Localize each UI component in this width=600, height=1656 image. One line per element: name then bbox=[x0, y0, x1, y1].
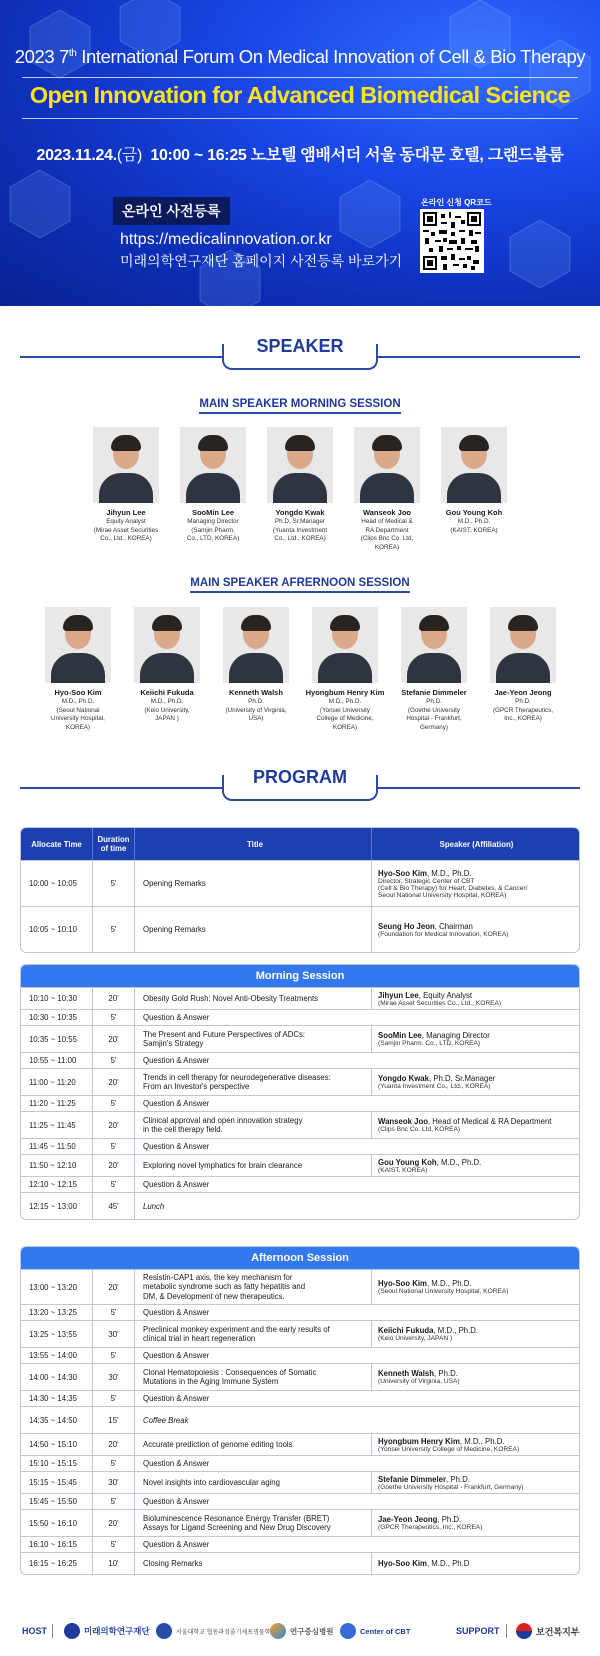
host-logo-snu: 서울대학교 협동과정줄기세포생물학 bbox=[156, 1620, 270, 1642]
divider bbox=[22, 77, 578, 78]
afternoon-speakers-heading: MAIN SPEAKER AFRERNOON SESSION bbox=[0, 573, 600, 593]
table-row: 10:05 ~ 10:10 5' Opening Remarks Seung Ho Jeon, Chairman (Foundation for Medical Innovation, KOREA) bbox=[21, 906, 579, 952]
speaker-photo bbox=[223, 607, 289, 683]
table-row: 15:50 ~ 16:10 20' Bioluminescence Resonance Energy Transfer (BRET) Assays for Ligand Screening and New Drug Discovery Jae-Yeon Jeong, Ph.D. (GPCR Therapeutics, Inc., KOREA) bbox=[21, 1509, 579, 1536]
speaker-card bbox=[30, 607, 126, 731]
speaker-card bbox=[78, 427, 174, 543]
speaker-affiliation: Equity Analyst bbox=[106, 518, 146, 525]
header-title: Title bbox=[134, 828, 371, 860]
speaker-photo bbox=[354, 427, 420, 503]
table-row: 15:45 ~ 15:50 5' Question & Answer bbox=[21, 1493, 579, 1509]
speaker-affiliation: (Yuanta Investment bbox=[272, 526, 328, 534]
divider bbox=[22, 118, 578, 119]
table-row: 14:50 ~ 15:10 20' Accurate prediction of genome editing tools Hyongbum Henry Kim, M.D., Ph.D. (Yonsei University College of Medicine, KOREA) bbox=[21, 1433, 579, 1455]
program-table-opening bbox=[20, 827, 580, 953]
table-row: 14:35 ~ 14:50 15' Coffee Break bbox=[21, 1406, 579, 1433]
speaker-affiliation: (GPCR Therapeutics, bbox=[492, 706, 554, 714]
speaker-affiliation: (KAIST, KOREA) bbox=[450, 526, 498, 534]
table-header bbox=[21, 828, 579, 860]
speaker-affiliation: USA) bbox=[248, 715, 264, 722]
speaker-affiliation: Ph.D. bbox=[248, 698, 264, 705]
speaker-affiliation: Co., Ltd., KOREA) bbox=[100, 535, 152, 542]
speaker-card bbox=[475, 607, 571, 723]
speaker-photo bbox=[441, 427, 507, 503]
speaker-photo bbox=[93, 427, 159, 503]
speaker-name: Jae-Yeon Jeong bbox=[494, 688, 552, 697]
host-label: HOST bbox=[22, 1626, 48, 1636]
table-row: 11:25 ~ 11:45 20' Clinical approval and open innovation strategy in the cell therapy field. Wanseok Joo, Head of Medical & RA Department (Clips Bnc Co. Ltd, KOREA) bbox=[21, 1111, 579, 1138]
table-row: 16:10 ~ 16:15 5' Question & Answer bbox=[21, 1536, 579, 1552]
table-row: 14:00 ~ 14:30 30' Clonal Hematopoiesis : Consequences of Somatic Mutations in the Aging Immune System Kenneth Walsh, Ph.D. (University of Virginia, USA) bbox=[21, 1363, 579, 1390]
host-logo-research-hospital: 연구중심병원 bbox=[270, 1620, 333, 1642]
speaker-card bbox=[119, 607, 215, 723]
speaker-affiliation: (Mirae Asset Securities bbox=[93, 526, 159, 534]
support-logo-ministry: 보건복지부 bbox=[516, 1620, 579, 1642]
speaker-card bbox=[165, 427, 261, 543]
speaker-affiliation: KOREA) bbox=[332, 723, 358, 731]
speaker-affiliation: RA Department bbox=[365, 526, 409, 534]
registration-link-text[interactable]: 미래의학연구재단 홈페이지 사전등록 바로가기 bbox=[120, 253, 403, 269]
speaker-photo bbox=[134, 607, 200, 683]
speaker-card bbox=[208, 607, 304, 723]
table-row: 10:00 ~ 10:05 5' Opening Remarks Hyo-Soo Kim, M.D., Ph.D. Director, Strategic Center of CBT (Cell & Bio Therapy) for Heart, Diabetes, & Cancer/ Seoul National University Hospital, KOREA) bbox=[21, 860, 579, 906]
speaker-card bbox=[426, 427, 522, 534]
host-logo-center-cbt: Center of CBT bbox=[340, 1620, 410, 1642]
table-row: 11:45 ~ 11:50 5' Question & Answer bbox=[21, 1138, 579, 1154]
speaker-affiliation: Managing Director bbox=[187, 518, 239, 525]
speaker-name: Gou Young Koh bbox=[445, 508, 503, 517]
afternoon-session-label: Afternoon Session bbox=[21, 1247, 579, 1269]
program-table-afternoon bbox=[20, 1246, 580, 1575]
forum-headline: Open Innovation for Advanced Biomedical Science bbox=[29, 82, 571, 108]
support-label: SUPPORT bbox=[456, 1626, 500, 1636]
program-table-morning bbox=[20, 964, 580, 1220]
speaker-affiliation: Ph.D. bbox=[515, 698, 531, 705]
speaker-name: Yongdo Kwak bbox=[275, 508, 325, 517]
speaker-photo bbox=[490, 607, 556, 683]
speaker-affiliation: (Samjin Pharm. bbox=[191, 526, 235, 534]
speaker-photo bbox=[401, 607, 467, 683]
table-row: 11:20 ~ 11:25 5' Question & Answer bbox=[21, 1095, 579, 1111]
qr-label: 온라인 신청 QR코드 bbox=[421, 198, 492, 207]
speaker-section-title: SPEAKER bbox=[256, 336, 344, 356]
table-row: 12:15 ~ 13:00 45' Lunch bbox=[21, 1192, 579, 1219]
table-row: 11:50 ~ 12:10 20' Exploring novel lymphatics for brain clearance Gou Young Koh, M.D., Ph.D. (KAIST, KOREA) bbox=[21, 1154, 579, 1176]
speaker-photo bbox=[180, 427, 246, 503]
speaker-affiliation: (Seoul National bbox=[56, 706, 100, 714]
date-venue: 2023.11.24.(금) 10:00 ~ 16:25 노보텔 앰배서더 서울 동대문 호텔, 그랜드볼룸 bbox=[36, 147, 564, 164]
table-row: 10:30 ~ 10:35 5' Question & Answer bbox=[21, 1009, 579, 1025]
speaker-affiliation: M.D., Ph.D. bbox=[61, 698, 95, 705]
speaker-affiliation: (Clips Bnc Co. Ltd, bbox=[360, 535, 414, 542]
speaker-name: Jihyun Lee bbox=[106, 508, 146, 517]
speaker-card bbox=[386, 607, 482, 731]
table-row: 13:55 ~ 14:00 5' Question & Answer bbox=[21, 1347, 579, 1363]
speaker-affiliation: (Goethe University bbox=[407, 706, 461, 714]
table-row: 11:00 ~ 11:20 20' Trends in cell therapy for neurodegenerative diseases: From an Investor's perspective Yongdo Kwak, Ph.D, Sr.Manager (Yuanta Investment Co., Ltd., KOREA) bbox=[21, 1068, 579, 1095]
speaker-affiliation: (Yonsei University bbox=[319, 706, 371, 714]
online-registration-badge: 온라인 사전등록 bbox=[113, 197, 230, 225]
morning-speakers-heading: MAIN SPEAKER MORNING SESSION bbox=[0, 394, 600, 414]
speaker-affiliation: Germany) bbox=[420, 723, 448, 731]
table-row: 12:10 ~ 12:15 5' Question & Answer bbox=[21, 1176, 579, 1192]
speaker-name: SooMin Lee bbox=[191, 508, 235, 517]
speaker-affiliation: M.D., Ph.D. bbox=[150, 698, 184, 705]
speaker-name: Keiichi Fukuda bbox=[140, 688, 194, 697]
speaker-affiliation: Co., Ltd., KOREA) bbox=[274, 535, 326, 542]
table-row: 10:10 ~ 10:30 20' Obesity Gold Rush: Novel Anti-Obesity Treatments Jihyun Lee, Equity Analyst (Mirae Asset Securities Co., Ltd., KOREA) bbox=[21, 987, 579, 1009]
speaker-name: Wanseok Joo bbox=[362, 508, 412, 517]
speaker-name: Kenneth Walsh bbox=[229, 688, 283, 697]
speaker-affiliation: College of Medicine, bbox=[316, 715, 374, 722]
speaker-affiliation: Head of Medical & bbox=[361, 518, 413, 525]
table-row: 10:55 ~ 11:00 5' Question & Answer bbox=[21, 1052, 579, 1068]
speaker-affiliation: Inc., KOREA) bbox=[504, 715, 542, 722]
program-section-title: PROGRAM bbox=[253, 767, 347, 787]
forum-title: 2023 7th International Forum On Medical Innovation of Cell & Bio Therapy bbox=[14, 46, 586, 67]
host-logo-foundation: 미래의학연구재단 bbox=[64, 1620, 150, 1642]
speaker-name: Hyongbum Henry Kim bbox=[305, 688, 385, 697]
table-row: 15:10 ~ 15:15 5' Question & Answer bbox=[21, 1455, 579, 1471]
speaker-card bbox=[297, 607, 393, 731]
speaker-affiliation: Ph.D. bbox=[426, 698, 442, 705]
speaker-name: Hyo-Soo Kim bbox=[54, 688, 102, 697]
table-row: 16:15 ~ 16:25 10' Closing Remarks Hyo-Soo Kim, M.D., Ph.D bbox=[21, 1552, 579, 1574]
program-section-header bbox=[20, 767, 580, 801]
speaker-photo bbox=[267, 427, 333, 503]
speaker-affiliation: University Hospital, bbox=[51, 715, 105, 722]
registration-url-link[interactable]: https://medicalinnovation.or.kr bbox=[120, 231, 332, 248]
speaker-affiliation: KOREA) bbox=[65, 723, 91, 731]
table-row: 14:30 ~ 14:35 5' Question & Answer bbox=[21, 1390, 579, 1406]
header-time: Allocate Time bbox=[31, 839, 82, 849]
speaker-card bbox=[339, 427, 435, 551]
table-row: 13:25 ~ 13:55 30' Preclinical monkey experiment and the early results of clinical trial in heart regeneration Keiichi Fukuda, M.D., Ph.D. (Keio University, JAPAN ) bbox=[21, 1320, 579, 1347]
footer bbox=[0, 1614, 600, 1650]
speaker-affiliation: M.D., Ph.D. bbox=[328, 698, 362, 705]
speaker-affiliation: M.D., Ph.D. bbox=[457, 518, 491, 525]
header-duration: Duration of time bbox=[92, 828, 134, 860]
speaker-affiliation: Co., LTD, KOREA) bbox=[186, 535, 240, 542]
table-row: 13:00 ~ 13:20 20' Resistin-CAP1 axis, the key mechanism for metabolic syndrome such as fatty hepatitis and DM, & Development of new therapeutics. Hyo-Soo Kim, M.D., Ph.D. (Seoul National University Hospital, KOREA) bbox=[21, 1269, 579, 1304]
speaker-affiliation: Ph.D, Sr.Manager bbox=[274, 518, 326, 525]
qr-code-icon[interactable] bbox=[420, 209, 484, 273]
hero-banner bbox=[0, 0, 600, 306]
speaker-affiliation: Hospital - Frankfurt, bbox=[406, 715, 462, 722]
speaker-name: Stefanie Dimmeler bbox=[401, 688, 467, 697]
speaker-card bbox=[252, 427, 348, 543]
table-row: 13:20 ~ 13:25 5' Question & Answer bbox=[21, 1304, 579, 1320]
morning-session-label: Morning Session bbox=[21, 965, 579, 987]
speaker-section-header bbox=[20, 336, 580, 370]
speaker-affiliation: (University of Virginia, bbox=[225, 706, 287, 714]
speaker-photo bbox=[312, 607, 378, 683]
table-row: 15:15 ~ 15:45 30' Novel insights into cardiovascular aging Stefanie Dimmeler, Ph.D. (Goethe University Hospital - Frankfurt, Germany) bbox=[21, 1471, 579, 1493]
speaker-photo bbox=[45, 607, 111, 683]
header-speaker: Speaker (Affiliation) bbox=[371, 828, 579, 860]
speaker-affiliation: JAPAN ) bbox=[155, 715, 179, 722]
speaker-affiliation: (Keio University, bbox=[144, 706, 190, 714]
table-row: 10:35 ~ 10:55 20' The Present and Future Perspectives of ADCs: Samjin's Strategy SooMin Lee, Managing Director (Samjin Pharm. Co., LTD, KOREA) bbox=[21, 1025, 579, 1052]
speaker-affiliation: KOREA) bbox=[374, 543, 400, 551]
